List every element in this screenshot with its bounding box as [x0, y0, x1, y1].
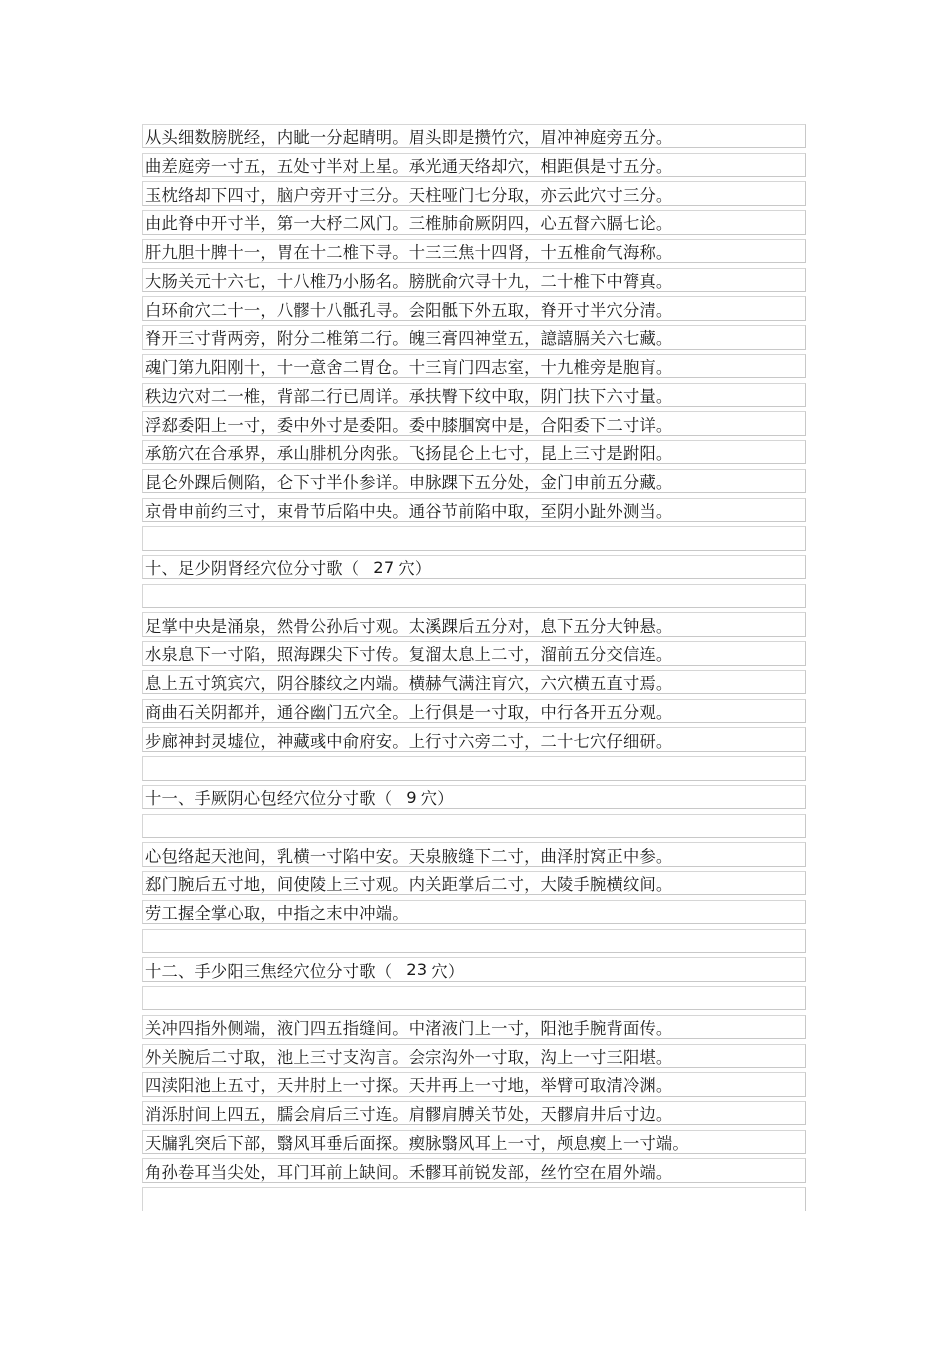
blank-row: [142, 1187, 806, 1211]
blank-row: [142, 986, 806, 1010]
verse-line: 白环俞穴二十一，八髎十八骶孔寻。会阳骶下外五取，脊开寸半穴分清。: [142, 296, 806, 320]
verse-line: 玉枕络却下四寸，脑户旁开寸三分。天柱哑门七分取，亦云此穴寸三分。: [142, 181, 806, 205]
verse-line: 劳工握全掌心取，中指之末中冲端。: [142, 900, 806, 924]
blank-row: [142, 584, 806, 608]
verse-line: 天牖乳突后下部，翳风耳垂后面探。瘈脉翳风耳上一寸，颅息瘈上一寸端。: [142, 1130, 806, 1154]
verse-line: 商曲石关阴都并，通谷幽门五穴全。上行俱是一寸取，中行各开五分观。: [142, 699, 806, 723]
verse-line: 京骨申前约三寸，束骨节后陷中央。通谷节前陷中取，至阴小趾外测当。: [142, 498, 806, 522]
section-heading: [142, 957, 806, 981]
section-heading: [142, 785, 806, 809]
verse-line: 消泺肘间上四五，臑会肩后三寸连。肩髎肩膊关节处，天髎肩井后寸边。: [142, 1101, 806, 1125]
verse-line: 大肠关元十六七，十八椎乃小肠名。膀胱俞穴寻十九，二十椎下中膂真。: [142, 268, 806, 292]
verse-line: 关冲四指外侧端，液门四五指缝间。中渚液门上一寸，阳池手腕背面传。: [142, 1015, 806, 1039]
verse-line: 息上五寸筑宾穴，阴谷膝纹之内端。横赫气满注肓穴，六穴横五直寸焉。: [142, 670, 806, 694]
heading-suffix: 穴）: [420, 789, 454, 809]
verse-line: 秩边穴对二一椎，背部二行已周详。承扶臀下纹中取，阴门扶下六寸量。: [142, 383, 806, 407]
verse-table: [142, 124, 806, 1216]
verse-line: 从头细数膀胱经，内眦一分起睛明。眉头即是攒竹穴，眉冲神庭旁五分。: [142, 124, 806, 148]
verse-line: 昆仑外踝后侧陷，仑下寸半仆参详。申脉踝下五分处，金门申前五分藏。: [142, 469, 806, 493]
verse-line: 由此脊中开寸半，第一大杼二风门。三椎肺俞厥阴四，心五督六膈七论。: [142, 210, 806, 234]
verse-line: 浮郄委阳上一寸，委中外寸是委阳。委中膝腘窝中是，合阳委下二寸详。: [142, 411, 806, 435]
acupoint-count: 23: [406, 959, 428, 979]
acupoint-count: 27: [373, 557, 395, 577]
verse-line: 魂门第九阳刚十，十一意舍二胃仓。十三肓门四志室，十九椎旁是胞肓。: [142, 354, 806, 378]
verse-line: 脊开三寸背两旁，附分二椎第二行。魄三膏四神堂五，譩譆膈关六七藏。: [142, 325, 806, 349]
heading-suffix: 穴）: [398, 559, 432, 579]
verse-line: 水泉息下一寸陷，照海踝尖下寸传。复溜太息上二寸，溜前五分交信连。: [142, 641, 806, 665]
blank-row: [142, 526, 806, 550]
verse-line: 郄门腕后五寸地，间使陵上三寸观。内关距掌后二寸，大陵手腕横纹间。: [142, 871, 806, 895]
verse-line: 步廊神封灵墟位，神藏彧中俞府安。上行寸六旁二寸，二十七穴仔细研。: [142, 727, 806, 751]
verse-line: 角孙卷耳当尖处，耳门耳前上缺间。禾髎耳前锐发部，丝竹空在眉外端。: [142, 1158, 806, 1182]
blank-row: [142, 756, 806, 780]
heading-prefix: 十二、手少阳三焦经穴位分寸歌（: [145, 961, 393, 981]
blank-row: [142, 929, 806, 953]
verse-line: 承筋穴在合承界，承山腓机分肉张。飞扬昆仑上七寸，昆上三寸是跗阳。: [142, 440, 806, 464]
acupoint-count: 9: [406, 787, 417, 807]
heading-suffix: 穴）: [431, 961, 465, 981]
verse-line: 外关腕后二寸取，池上三寸支沟言。会宗沟外一寸取，沟上一寸三阳堪。: [142, 1044, 806, 1068]
verse-line: 肝九胆十脾十一，胃在十二椎下寻。十三三焦十四肾，十五椎俞气海称。: [142, 239, 806, 263]
verse-line: 足掌中央是涌泉，然骨公孙后寸观。太溪踝后五分对，息下五分大钟悬。: [142, 612, 806, 636]
section-heading: [142, 555, 806, 579]
heading-prefix: 十、足少阴肾经穴位分寸歌（: [145, 559, 360, 579]
verse-line: 心包络起天池间，乳横一寸陷中安。天泉腋缝下二寸，曲泽肘窝正中参。: [142, 842, 806, 866]
verse-line: 曲差庭旁一寸五，五处寸半对上星。承光通天络却穴，相距俱是寸五分。: [142, 153, 806, 177]
verse-line: 四渎阳池上五寸，天井肘上一寸探。天井再上一寸地，举臂可取清冷渊。: [142, 1072, 806, 1096]
blank-row: [142, 814, 806, 838]
heading-prefix: 十一、手厥阴心包经穴位分寸歌（: [145, 789, 393, 809]
